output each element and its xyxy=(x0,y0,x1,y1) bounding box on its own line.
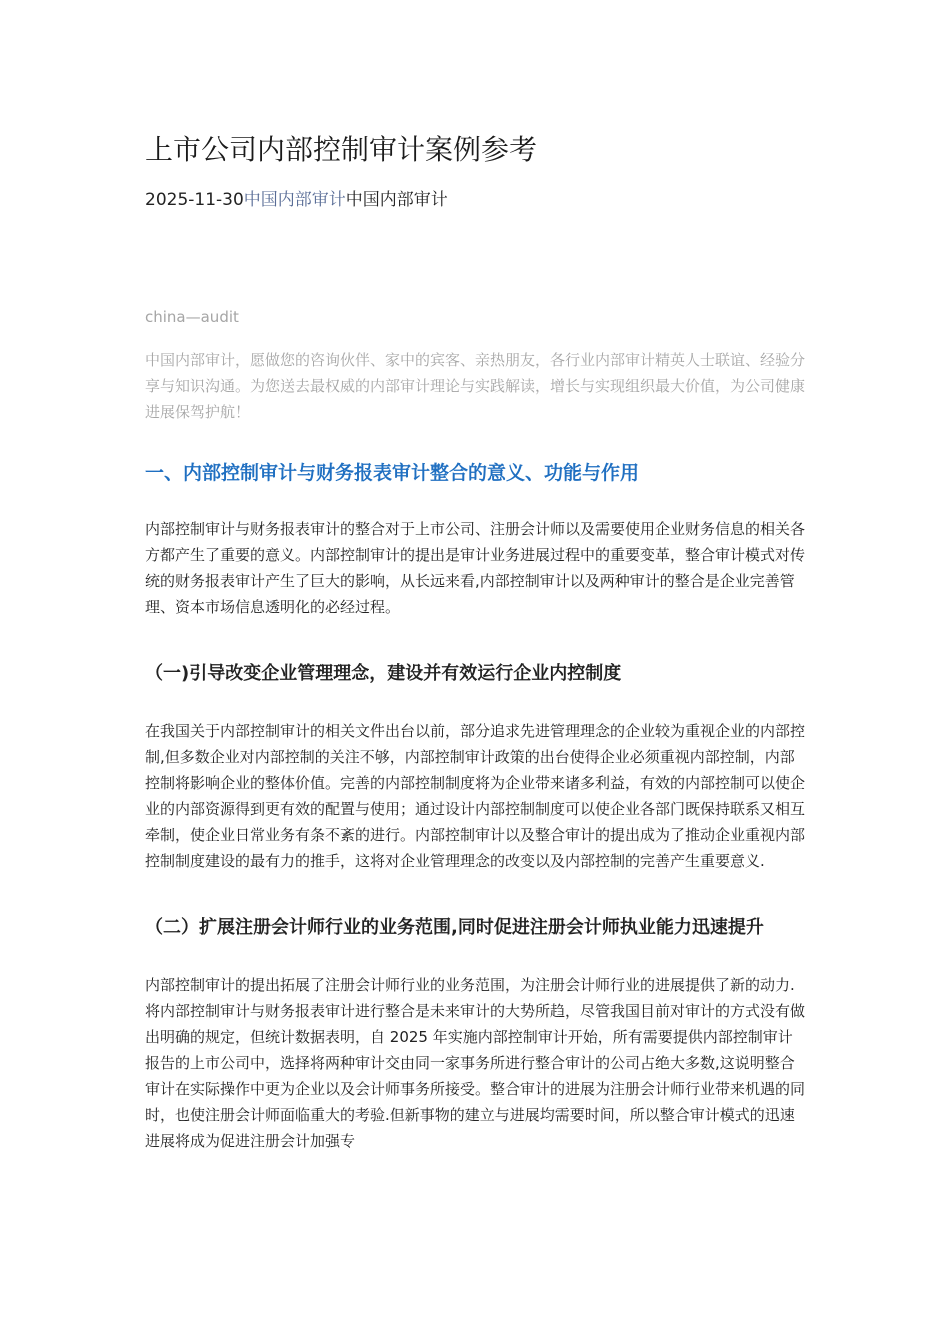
subsection-heading-1: （一)引导改变企业管理理念，建设并有效运行企业内控制度 xyxy=(145,663,622,684)
author-name: 中国内部审计 xyxy=(345,190,448,210)
subsection-paragraph-2: 内部控制审计的提出拓展了注册会计师行业的业务范围，为注册会计师行业的进展提供了新的动力.将内部控制审计与财务报表审计进行整合是未来审计的大势所趋，尽管我国目前对审计的方式没有做出明确的规定，但统计数据表明，自 2025 年实施内部控制审计开始，所有需要提供内部控制审计报告的上市公司中，选择将两种审计交由同一家事务所进行整合审计的公司占绝大多数,这说明整合审计在实际操作中更为企业以及会计师事务所接受。整合审计的进展为注册会计师行业带来机遇的同时，也使注册会计师面临重大的考验.但新事物的建立与进展均需要时间，所以整合审计模式的迅速进展将成为促进注册会计加强专 xyxy=(145,976,806,1150)
section-heading-1: 一、内部控制审计与财务报表审计整合的意义、功能与作用 xyxy=(145,462,640,484)
article-title: 上市公司内部控制审计案例参考 xyxy=(145,133,538,166)
publish-date: 2025-11-30 xyxy=(145,190,244,210)
account-link[interactable]: 中国内部审计 xyxy=(243,190,346,210)
source-tag: china—audit xyxy=(145,308,239,326)
section-paragraph-1: 内部控制审计与财务报表审计的整合对于上市公司、注册会计师以及需要使用企业财务信息的相关各方都产生了重要的意义。内部控制审计的提出是审计业务进展过程中的重要变革，整合审计模式对传统的财务报表审计产生了巨大的影响，从长远来看,内部控制审计以及两种审计的整合是企业完善管理、资本市场信息透明化的必经过程。 xyxy=(145,520,806,616)
intro-text: 中国内部审计，愿做您的咨询伙伴、家中的宾客、亲热朋友，各行业内部审计精英人士联谊、经验分享与知识沟通。为您送去最权威的内部审计理论与实践解读，增长与实现组织最大价值，为公司健康进展保驾护航！ xyxy=(145,351,806,421)
article xyxy=(145,128,805,1154)
subsection-paragraph-1: 在我国关于内部控制审计的相关文件出台以前，部分追求先进管理理念的企业较为重视企业的内部控制,但多数企业对内部控制的关注不够，内部控制审计政策的出台使得企业必须重视内部控制，内部控制将影响企业的整体价值。完善的内部控制制度将为企业带来诸多利益，有效的内部控制可以使企业的内部资源得到更有效的配置与使用；通过设计内部控制制度可以使企业各部门既保持联系又相互牵制，使企业日常业务有条不紊的进行。内部控制审计以及整合审计的提出成为了推动企业重视内部控制制度建设的最有力的推手，这将对企业管理理念的改变以及内部控制的完善产生重要意义. xyxy=(145,722,806,870)
article-meta xyxy=(145,186,805,214)
subsection-heading-2: （二）扩展注册会计师行业的业务范围,同时促进注册会计师执业能力迅速提升 xyxy=(145,917,764,938)
